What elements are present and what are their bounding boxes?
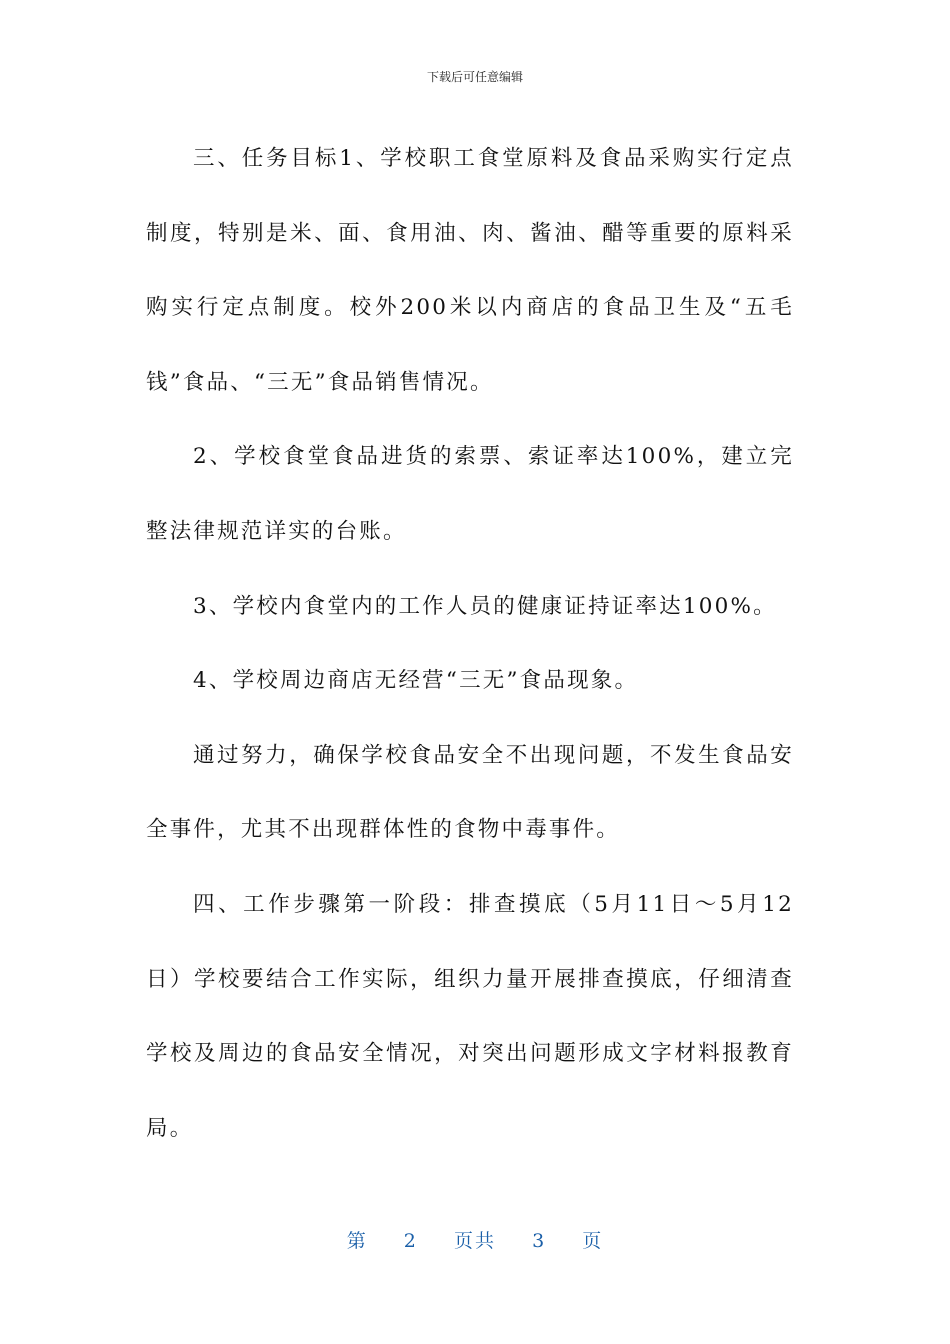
paragraph-work-steps: 四、工作步骤第一阶段：排查摸底（5月11日～5月12日）学校要结合工作实际，组织力量开展排查摸底，仔细清查学校及周边的食品安全情况，对突出问题形成文字材料报教育局。 [146,891,794,1141]
current-page-number: 2 [403,1230,418,1252]
document-body [146,122,794,1166]
paragraph-no-unlabeled-food: 4、学校周边商店无经营“三无”食品现象。 [193,668,639,694]
total-pages-number: 3 [532,1230,547,1252]
page-label-prefix: 第 [346,1230,368,1252]
page-number-footer [0,1226,950,1253]
page-label-mid: 页共 [453,1230,496,1252]
header-note: 下载后可任意编辑 [426,70,523,84]
paragraph-safety-goal: 通过努力，确保学校食品安全不出现问题，不发生食品安全事件，尤其不出现群体性的食物中毒事件。 [146,742,794,843]
paragraph-invoice-rate: 2、学校食堂食品进货的索票、索证率达100%，建立完整法律规范详实的台账。 [146,444,794,544]
paragraph-health-cert: 3、学校内食堂内的工作人员的健康证持证率达100%。 [193,593,777,619]
page-label-suffix: 页 [582,1230,604,1252]
paragraph-task-goals: 三、任务目标1、学校职工食堂原料及食品采购实行定点制度，特别是米、面、食用油、肉、酱油、醋等重要的原料采购实行定点制度。校外200米以内商店的食品卫生及“五毛钱”食品、“三无”食品销售情况。 [146,146,794,395]
